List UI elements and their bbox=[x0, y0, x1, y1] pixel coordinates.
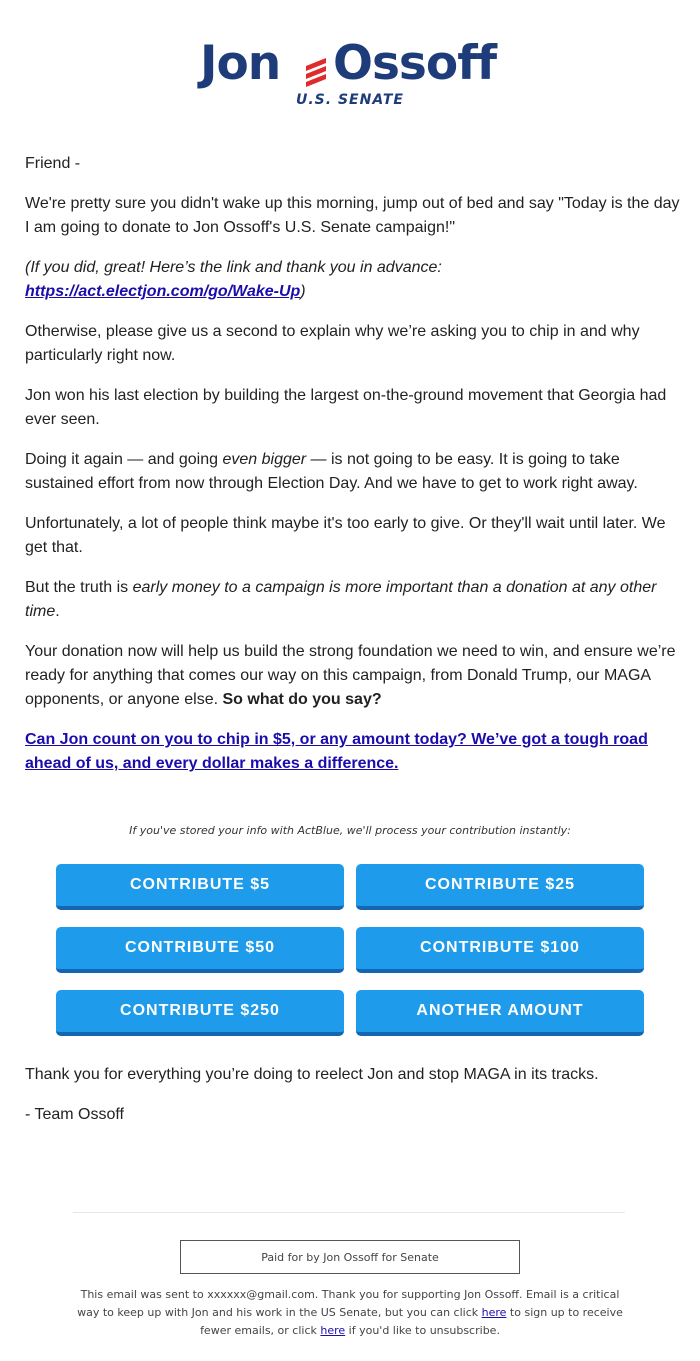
paragraph-early: Unfortunately, a lot of people think maybe it's too early to give. Or they'll wait until later. We get that. bbox=[25, 515, 666, 556]
jon-ossoff-logo[interactable] bbox=[200, 36, 502, 110]
contribute-100-button[interactable]: CONTRIBUTE $100 bbox=[356, 927, 644, 973]
unsubscribe-link[interactable]: here bbox=[320, 1324, 346, 1337]
paragraph-link-text: (If you did, great! Here’s the link and thank you in advance: bbox=[25, 259, 442, 276]
paragraph-movement: Jon won his last election by building the largest on-the-ground movement that Georgia had ever seen. bbox=[25, 387, 667, 428]
paragraph-explain: Otherwise, please give us a second to explain why we’re asking you to chip in and why particularly right now. bbox=[25, 323, 640, 364]
paragraph-intro: We're pretty sure you didn't wake up this morning, jump out of bed and say "Today is the day I am going to donate to Jon Ossoff's U.S. Senate campaign!" bbox=[25, 195, 680, 236]
paragraph-bigger-em: even bigger bbox=[222, 451, 307, 468]
paid-for-disclaimer: Paid for by Jon Ossoff for Senate bbox=[180, 1240, 520, 1274]
paragraph-bigger-b: — is not going to be easy. It is going to take sustained effort from now through Election Day. And we have to get to work right away. bbox=[25, 451, 638, 492]
another-amount-button[interactable]: ANOTHER AMOUNT bbox=[356, 990, 644, 1036]
paragraph-link bbox=[25, 256, 680, 304]
email-header bbox=[0, 0, 700, 120]
closing-thanks: Thank you for everything you’re doing to reelect Jon and stop MAGA in its tracks. bbox=[25, 1066, 599, 1083]
footer-text-1: This email was sent to xxxxxx@gmail.com. Thank you for supporting Jon Ossoff. Email is a critical way to keep up with Jon and his work in the US Senate, but you can click bbox=[77, 1288, 620, 1319]
paragraph-foundation bbox=[25, 640, 680, 712]
paragraph-cta bbox=[25, 728, 680, 776]
footer-text bbox=[70, 1286, 630, 1340]
footer-text-3: if you'd like to unsubscribe. bbox=[345, 1324, 500, 1337]
paragraph-foundation-bold: So what do you say? bbox=[222, 691, 382, 708]
contribute-50-button[interactable]: CONTRIBUTE $50 bbox=[56, 927, 344, 973]
paragraph-truth-em: early money to a campaign is more important than a donation at any other time bbox=[25, 579, 657, 620]
paragraph-bigger bbox=[25, 448, 680, 496]
logo-word-ossoff: Ossoff bbox=[333, 36, 497, 91]
footer-text-2: to sign up to receive fewer emails, or click bbox=[200, 1306, 623, 1337]
paragraph-truth bbox=[25, 576, 680, 624]
contribute-25-button[interactable]: CONTRIBUTE $25 bbox=[356, 864, 644, 910]
contribute-250-button[interactable]: CONTRIBUTE $250 bbox=[56, 990, 344, 1036]
donate-cta-link[interactable]: Can Jon count on you to chip in $5, or any amount today? We’ve got a tough road ahead of us, and every dollar makes a difference. bbox=[25, 731, 648, 772]
paragraph-link-close: ) bbox=[300, 283, 306, 300]
paragraph-foundation-text: Your donation now will help us build the strong foundation we need to win, and ensure we’re ready for anything that comes our way on this campaign, from Donald Trump, our MAGA opponents, or anyone else. bbox=[25, 643, 676, 708]
fewer-emails-link[interactable]: here bbox=[481, 1306, 507, 1319]
paragraph-truth-b: . bbox=[55, 603, 60, 620]
paragraph-bigger-a: Doing it again — and going bbox=[25, 451, 223, 468]
actblue-note: If you've stored your info with ActBlue, we'll process your contribution instantly: bbox=[129, 824, 571, 837]
email-body bbox=[25, 152, 680, 792]
wake-up-link[interactable]: https://act.electjon.com/go/Wake-Up bbox=[25, 283, 301, 300]
paragraph-truth-a: But the truth is bbox=[25, 579, 133, 596]
logo-word-jon: Jon bbox=[200, 36, 281, 91]
contribute-5-button[interactable]: CONTRIBUTE $5 bbox=[56, 864, 344, 910]
closing-signoff: - Team Ossoff bbox=[25, 1106, 124, 1123]
closing-section bbox=[25, 1063, 680, 1143]
logo-subtitle: U.S. SENATE bbox=[296, 92, 404, 108]
greeting: Friend - bbox=[25, 155, 81, 172]
footer-divider bbox=[73, 1212, 625, 1213]
